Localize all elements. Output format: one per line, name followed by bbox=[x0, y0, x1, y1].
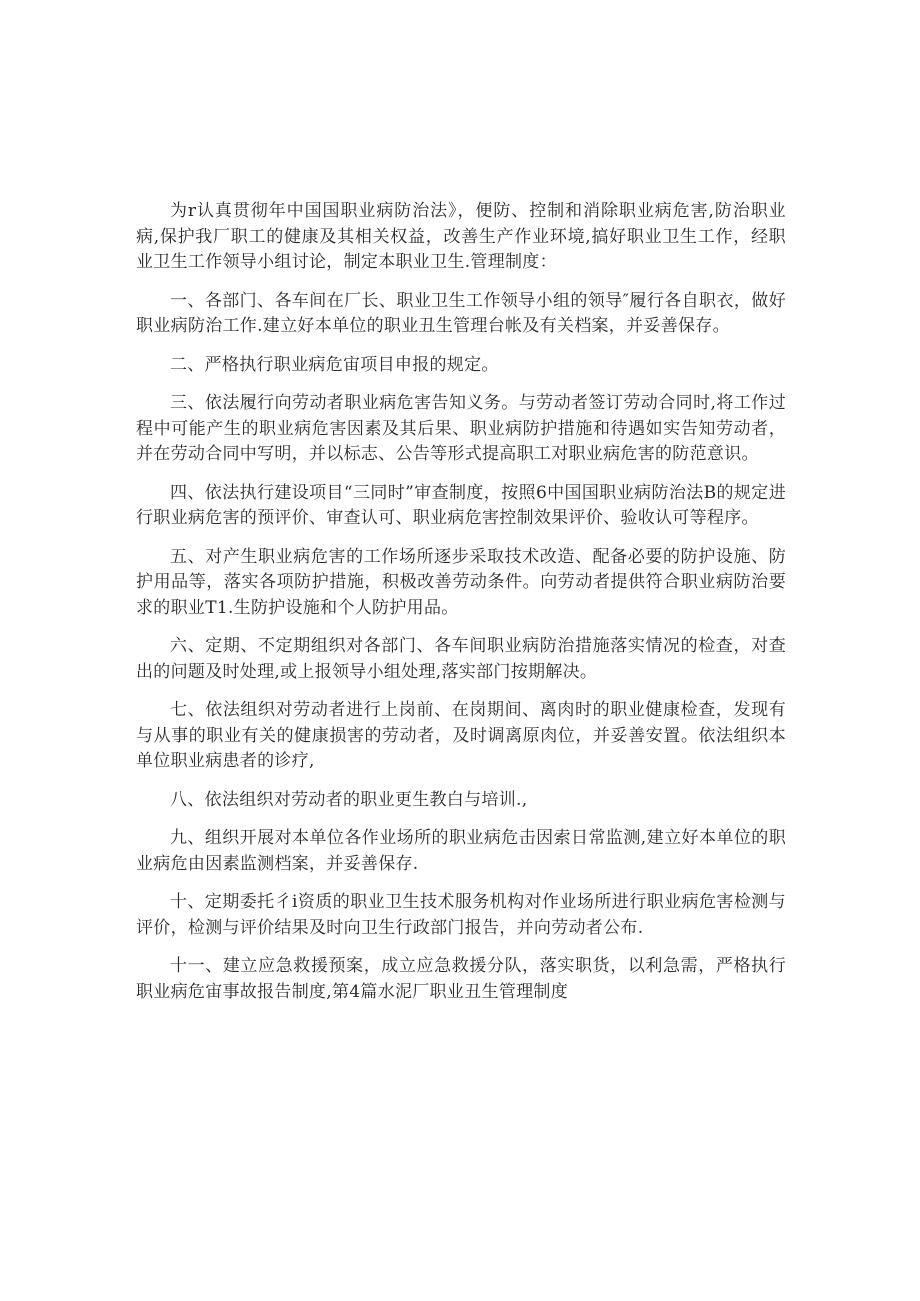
clause-4: 四、依法执行建设项目“三同时”审查制度，按照6中国国职业病防治法B的规定进行职业病危害的预评价、审查认可、职业病危害控制效果评价、验收认可等程序。 bbox=[136, 482, 786, 528]
clause-6: 六、定期、不定期组织对各部门、各车间职业病防治措施落实情况的检查，对查出的问题及时处理,或上报领导小组处理,落实部门按期解决。 bbox=[136, 636, 786, 682]
clause-11: 十一、建立应急救援预案，成立应急救援分队，落实职货，以利急需，严格执行职业病危宙事故报告制度,第4篇水泥厂职业丑生管理制度 bbox=[136, 956, 786, 1002]
clause-3: 三、依法履行向劳动者职业病危害告知义务。与劳动者签订劳动合同时,将工作过程中可能产生的职业病危害因素及其后果、职业病防护措施和待遇如实告知劳动者，并在劳动合同中写明，并以标志、公告等形式提高职工对职业病危害的防范意识。 bbox=[136, 393, 786, 464]
clause-9: 九、组织开展对本单位各作业场所的职业病危击因索日常监测,建立好本单位的职业病危由因素监测档案，并妥善保存. bbox=[136, 828, 786, 874]
clause-2: 二、严格执行职业病危宙项目申报的规定。 bbox=[170, 354, 499, 375]
clause-5: 五、对产生职业病危害的工作场所逐步采取技术改造、配备必要的防护设施、防护用品等，落实各项防护措施，积极改善劳动条件。向劳动者提供符合职业病防治要求的职业T1.生防护设施和个人防护用品。 bbox=[136, 546, 786, 618]
clause-10: 十、定期委托彳i资质的职业卫生技术服务机构对作业场所进行职业病危害检测与评价，检测与评价结果及时向卫生行政部门报告，并向劳动者公布. bbox=[136, 892, 786, 938]
document-body bbox=[136, 199, 786, 1018]
intro-paragraph: 为r认真贯彻年中国国职业病防治法》，便防、控制和消除职业病危害,防治职业病,保护我厂职工的健康及其相关权益，改善生产作业环境,搞好职业卫生工作，经职业卫生工作领导小组讨论，制定本职业卫生.管理制度： bbox=[136, 201, 786, 272]
clause-8: 八、依法组织对劳动者的职业更生教白与培训., bbox=[170, 789, 528, 810]
clause-7: 七、依法组织对劳动者进行上岗前、在岗期间、离肉时的职业健康检查，发现有与从事的职业有关的健康损害的劳动者，及时调离原肉位，并妥善安置。依法组织本单位职业病患者的诊疗, bbox=[136, 700, 786, 771]
clause-1: 一、各部门、各车间在厂长、职业卫生工作领导小组的领导″履行各自职衣，做好职业病防治工作.建立好本单位的职业丑生管理台帐及有关档案，并妥善保存。 bbox=[136, 290, 786, 336]
